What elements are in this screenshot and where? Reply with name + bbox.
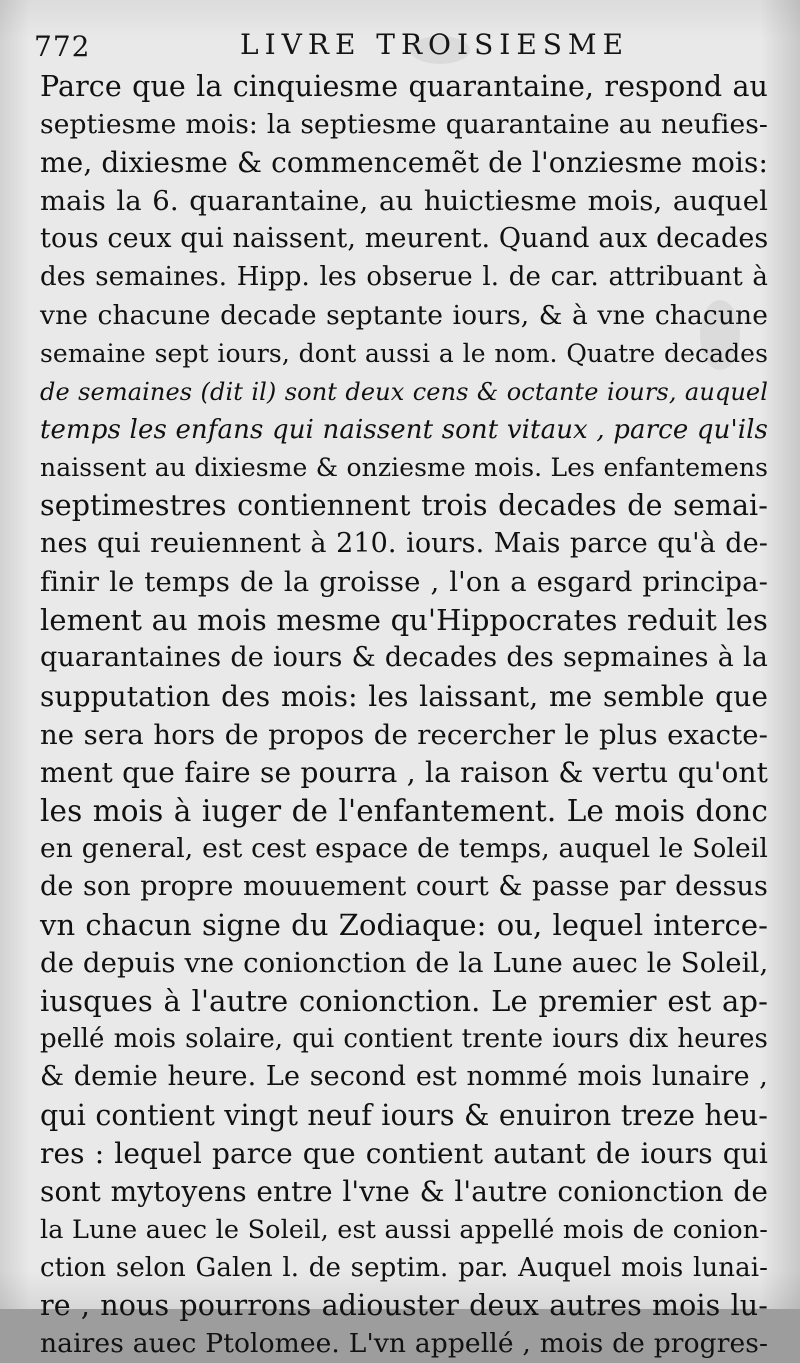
text-line: naires auec Ptolomee. L'vn appellé , mois de progres- bbox=[40, 1328, 768, 1360]
text-line: finir le temps de la groisse , l'on a esgard principa- bbox=[40, 566, 768, 599]
page-number: 772 bbox=[34, 30, 91, 63]
text-line: semaine sept iours, dont aussi a le nom. Quatre decades bbox=[40, 338, 768, 368]
text-line: la Lune auec le Soleil, est aussi appellé mois de conion- bbox=[40, 1214, 768, 1245]
running-title: LIVRE TROISIESME bbox=[240, 28, 630, 61]
text-line: de son propre mouuement court & passe par dessus bbox=[40, 870, 768, 902]
text-line: naissent au dixiesme & onziesme mois. Les enfantemens bbox=[40, 452, 768, 482]
text-line: vn chacun signe du Zodiaque: ou, lequel interce- bbox=[40, 908, 768, 943]
text-line: en general, est cest espace de temps, auquel le Soleil bbox=[40, 832, 768, 864]
text-line: vne chacune decade septante iours, & à vne chacune bbox=[40, 299, 768, 331]
text-line: re , nous pourrons adiouster deux autres mois lu- bbox=[40, 1289, 768, 1322]
text-line: pellé mois solaire, qui contient trente iours dix heures bbox=[40, 1024, 768, 1055]
text-line: Parce que la cinquiesme quarantaine, respond au bbox=[40, 70, 768, 103]
text-line: & demie heure. Le second est nommé mois lunaire , bbox=[40, 1061, 768, 1093]
text-line: sont mytoyens entre l'vne & l'autre conionction de bbox=[40, 1174, 768, 1208]
text-line: qui contient vingt neuf iours & enuiron treze heu- bbox=[40, 1098, 768, 1132]
text-line: des semaines. Hipp. les obserue l. de car. attribuant à bbox=[40, 262, 768, 293]
text-line: mais la 6. quarantaine, au huictiesme mois, auquel bbox=[40, 185, 768, 218]
text-line: ment que faire se pourra , la raison & vertu qu'ont bbox=[40, 755, 768, 789]
text-line: de semaines (dit il) sont deux cens & octante iours, auquel bbox=[40, 377, 768, 406]
text-line: ction selon Galen l. de septim. par. Auquel mois lunai- bbox=[40, 1252, 768, 1283]
text-line: me, dixiesme & commencemẽt de l'onziesme mois: bbox=[40, 146, 768, 180]
text-line: res : lequel parce que contient autant de iours qui bbox=[40, 1136, 768, 1170]
text-line: les mois à iuger de l'enfantement. Le mois donc bbox=[40, 793, 768, 828]
text-line: temps les enfans qui naissent sont vitaux , parce qu'ils bbox=[40, 414, 768, 445]
text-line: lement au mois mesme qu'Hippocrates reduit les bbox=[40, 603, 768, 638]
text-line: septiesme mois: la septiesme quarantaine au neufies- bbox=[40, 109, 768, 141]
text-line: supputation des mois: les laissant, me semble que bbox=[40, 679, 768, 713]
text-line: de depuis vne conionction de la Lune auec le Soleil, bbox=[40, 947, 769, 980]
text-line: tous ceux qui naissent, meurent. Quand aux decades bbox=[40, 223, 769, 255]
text-line: ne sera hors de propos de recercher le plus exacte- bbox=[40, 718, 768, 751]
page-header bbox=[34, 26, 754, 66]
text-line: septimestres contiennent trois decades de semai- bbox=[40, 489, 768, 523]
body-text bbox=[40, 68, 768, 1363]
text-line: quarantaines de iours & decades des sepmaines à la bbox=[40, 642, 768, 674]
text-line: nes qui reuiennent à 210. iours. Mais parce qu'à de- bbox=[40, 528, 768, 560]
text-line: iusques à l'autre conionction. Le premier est ap- bbox=[40, 984, 768, 1019]
